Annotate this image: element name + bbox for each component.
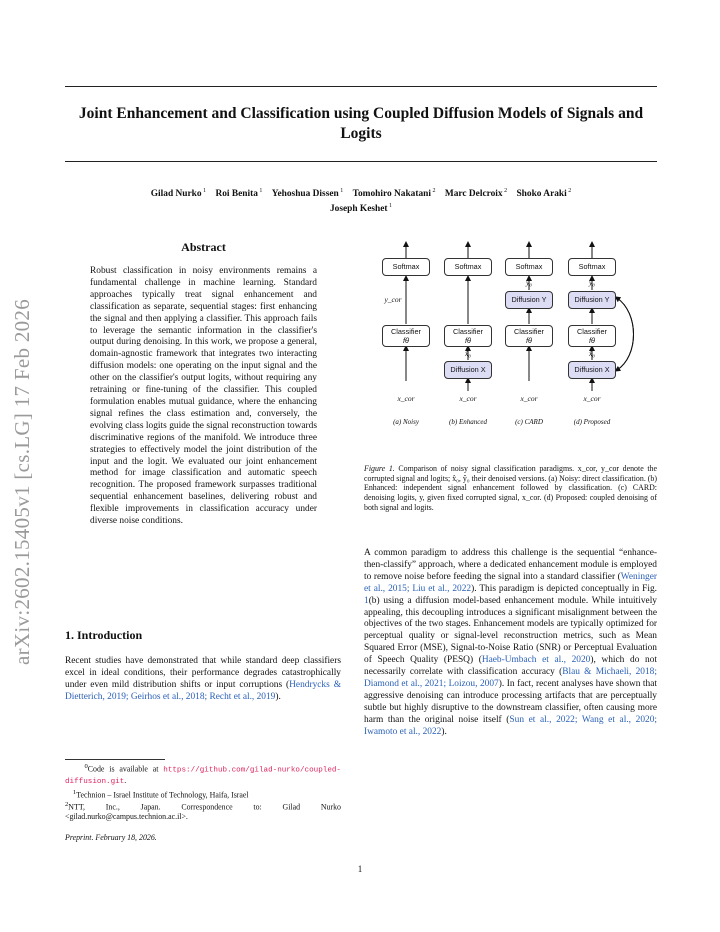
affiliation-mark: 2 [502, 188, 508, 194]
author-line-2 [65, 200, 657, 215]
citation-link[interactable]: Weninger et al., 2015; Liu et al., 2022 [364, 571, 657, 594]
author-2: Yehoshua Dissen $^1$ [271, 188, 344, 200]
input-label-a: x_cor [397, 394, 415, 403]
caption-text: Comparison of noisy signal classification paradigms. x_cor, y_cor denote the corrupted signal and logits; x̂₀, ŷ₀ their denoised versions. (a) Noisy: direct classification. (b) Enhanced: independent signal enhancement followed by classification. (c) CARD: denoising logits, y, given fixed corrupted signal, x_cor. (d) Proposed: coupled denoising of both signal and logits. [364, 464, 657, 512]
classifier-box-c [505, 325, 553, 347]
code-url-link[interactable]: https://github.com/gilad-nurko/coupled-diffusion.git [65, 766, 341, 787]
footnote-affiliation-2: $^2$NTT, Inc., Japan. Correspondence to: Gilad Nurko <gilad.nurko@campus.technion.ac.il>. [65, 801, 341, 822]
panel-label-a: (a) Noisy [393, 418, 419, 426]
classifier-box-a [382, 325, 430, 347]
affiliation-mark: 1 [387, 203, 393, 210]
affiliation-mark: 1 [338, 188, 344, 194]
citation-link[interactable]: Sun et al., 2022; Wang et al., 2020; Iwamoto et al., 2022 [364, 714, 657, 737]
classifier-label: Classifier [513, 327, 544, 336]
author-5: Shoko Araki $^2$ [516, 188, 572, 200]
body-text: ). [441, 726, 447, 737]
footnote-affil2-text: NTT, Inc., Japan. Correspondence to: Gilad Nurko <gilad.nurko@campus.technion.ac.il>. [65, 802, 341, 822]
body-text: ), which do not necessarily correlate with classification accuracy ( [364, 655, 657, 678]
softmax-box-b: Softmax [444, 258, 492, 276]
figure-1 [364, 238, 657, 460]
classifier-sub: fθ [465, 336, 471, 345]
citation-link[interactable]: Blau & Michaeli, 2018; Diamond et al., 2021; Loizou, 2007 [364, 667, 657, 689]
label-y-cor: y_cor [384, 295, 402, 304]
softmax-box-d: Softmax [568, 258, 616, 276]
paper-title: Joint Enhancement and Classification using Coupled Diffusion Models of Signals and Logits [78, 105, 644, 142]
panel-label-d: (d) Proposed [573, 418, 611, 426]
footnote-code-prefix: Code is available at [87, 764, 159, 774]
arxiv-stamp: arXiv:2602.15405v1 [cs.LG] 17 Feb 2026 [10, 298, 34, 665]
figure-caption [364, 464, 657, 513]
footnotes [65, 762, 341, 822]
affiliation-mark: 2 [431, 188, 436, 194]
footnote-code: $^0$Code is available at https://github.com/gilad-nurko/coupled-diffusion.git. [65, 763, 341, 787]
classifier-label: Classifier [452, 327, 483, 336]
affiliation-mark: 2 [566, 188, 572, 194]
title-bottom-rule [65, 161, 657, 162]
input-label-c: x_cor [520, 394, 538, 403]
author-0: Gilad Nurko $^1$ [150, 188, 207, 200]
right-column-paragraph [364, 548, 657, 739]
classifier-label: Classifier [576, 327, 607, 336]
citation-link[interactable]: Hendrycks & Dietterich, 2019; Geirhos et al., 2018; Recht et al., 2019 [65, 679, 341, 702]
figure-ref-link[interactable]: 1 [364, 595, 369, 606]
classifier-sub: fθ [589, 336, 595, 345]
label-y-hat-d: ŷ₀ [589, 278, 595, 287]
panel-label-c: (c) CARD [515, 418, 543, 426]
body-text: ). This paradigm is depicted conceptually in Fig. [471, 583, 657, 594]
footnote-affil-text: Technion – Israel Institute of Technology, Haifa, Israel [76, 790, 249, 800]
top-rule [65, 86, 657, 87]
input-label-b: x_cor [459, 394, 477, 403]
abstract-heading: Abstract [181, 240, 226, 254]
intro-text-2: ). [275, 691, 281, 702]
author-l2-0: Joseph Keshet $^1$ [329, 203, 393, 215]
citation-link[interactable]: Haeb-Umbach et al., 2020 [481, 655, 591, 666]
author-3: Tomohiro Nakatani $^2$ [352, 188, 436, 200]
classifier-sub: fθ [526, 336, 532, 345]
label-x-hat-b: x̂₀ [465, 349, 471, 358]
diffusion-x-box-d: Diffusion X [568, 361, 616, 379]
label-y-hat-c: ŷ₀ [526, 278, 532, 287]
author-1: Roi Benita $^1$ [215, 188, 263, 200]
body-text: ). In fact, recent analyses have shown that aggressive denoising can introduce processing artifacts that are perceptually subtle but highly disruptive to the downstream classifier, often causing more harm than the original noise itself ( [364, 678, 657, 725]
author-line-1 [65, 185, 657, 200]
classifier-sub: fθ [403, 336, 409, 345]
classifier-box-b [444, 325, 492, 347]
intro-text-1: Recent studies have demonstrated that while standard deep classifiers excel in ideal conditions, their performance degrades catastrophically under even mild distribution shifts or input corruptions ( [65, 656, 341, 690]
label-x-hat-d: x̂₀ [589, 349, 595, 358]
preprint-note: Preprint. February 18, 2026. [65, 833, 157, 842]
softmax-box-c: Softmax [505, 258, 553, 276]
diffusion-y-box-d: Diffusion Y [568, 291, 616, 309]
softmax-box-a: Softmax [382, 258, 430, 276]
footnote-affiliation-1: $^1$Technion – Israel Institute of Technology, Haifa, Israel [72, 788, 249, 800]
affiliation-mark: 1 [257, 188, 263, 194]
diffusion-y-box-c: Diffusion Y [505, 291, 553, 309]
author-4: Marc Delcroix $^2$ [444, 188, 508, 200]
classifier-label: Classifier [390, 327, 421, 336]
footnote-rule [65, 759, 165, 760]
panel-label-b: (b) Enhanced [449, 418, 487, 426]
page-number: 1 [357, 864, 363, 874]
diffusion-x-box-b: Diffusion X [444, 361, 492, 379]
abstract-body: Robust classification in noisy environments remains a fundamental challenge in machine learning. Standard approaches typically treat signal enhancement and classification as separate, sequential stages: first enhancing the signal and then applying a classifier. This approach fails to leverage the semantic information in the classifier's output during denoising. In this work, we propose a general, domain-agnostic framework that integrates two interacting diffusion models: one operating on the input signal and the other on the classifier's output logits, without requiring any retraining or fine-tuning of the classifier. This coupled formulation enables mutual guidance, where the enhancing signal refines the class estimation and, conversely, the evolving class logits guide the signal reconstruction towards discriminative regions of the manifold. We introduce three strategies to effectively model the joint distribution of the input and the logit. We evaluated our joint enhancement method for image classification and automatic speech recognition. The proposed framework surpasses traditional sequential enhancement baselines, delivering robust and flexible improvements in classification accuracy under diverse noise conditions. [90, 266, 317, 527]
classifier-box-d [568, 325, 616, 347]
intro-paragraph [65, 656, 341, 704]
caption-lead: Figure 1. [364, 464, 395, 473]
body-text: A common paradigm to address this challenge is the sequential “enhance-then-classify” approach, where a dedicated enhancement module is employed to remove noise before feeding the signal into a standard classifier ( [364, 548, 657, 582]
affiliation-mark: 1 [201, 188, 207, 194]
body-text: (b) using a diffusion model-based enhancement module. While intuitively appealing, this decoupling introduces a significant misalignment between the objectives of the two stages. Enhancement models are typically optimized for perceptual quality or signal-level reconstruction metrics, such as Mean Squared Error (MSE), Signal-to-Noise Ratio (SNR) or Perceptual Evaluation of Speech Quality (PESQ) ( [364, 595, 657, 666]
section-heading-introduction: 1. Introduction [65, 628, 143, 642]
author-list [65, 185, 657, 215]
input-label-d: x_cor [583, 394, 601, 403]
